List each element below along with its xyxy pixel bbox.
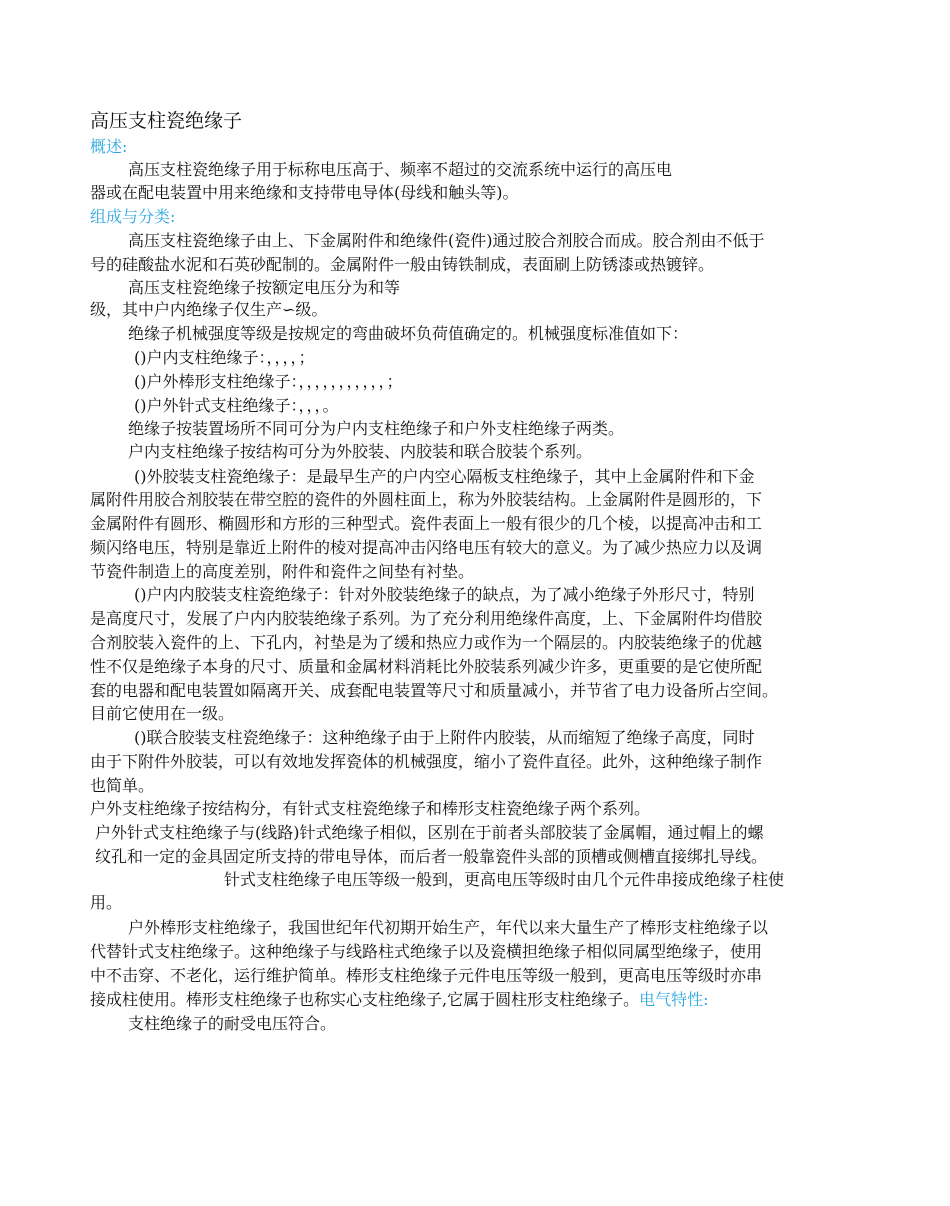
- paragraph-line: 号的硅酸盐水泥和石英砂配制的。金属附件一般由铸铁制成，表面刷上防锈漆或热镀锌。: [90, 255, 715, 274]
- paragraph-line: ()联合胶装支柱瓷绝缘子：这种绝缘子由于上附件内胶装，从而缩短了绝缘子高度，同时: [134, 728, 755, 747]
- paragraph-line: 户外针式支柱绝缘子与(线路)针式绝缘子相似，区别在于前者头部胶装了金属帽，通过帽上的螺: [95, 823, 764, 842]
- paragraph-line: 金属附件有圆形、椭圆形和方形的三种型式。瓷件表面上一般有很少的几个棱，以提高冲击和工: [90, 514, 763, 533]
- paragraph-line: 套的电器和配电装置如隔离开关、成套配电装置等尺寸和质量减小，并节省了电力设备所占空间。: [90, 681, 779, 700]
- paragraph-line: 也简单。: [90, 776, 155, 795]
- list-item: ()户外棒形支柱绝缘子：，，，，，，，，，，，；: [134, 372, 403, 391]
- paragraph-text: 接成柱使用。棒形支柱绝缘子也称实心支柱绝缘子,它属于圆柱形支柱绝缘子。: [90, 990, 640, 1009]
- heading-composition: 组成与分类:: [90, 207, 176, 226]
- paragraph-line: 纹孔和一定的金具固定所支持的带电导体，而后者一般靠瓷件头部的顶槽或侧槽直接绑扎导线。: [95, 847, 768, 866]
- paragraph-line: 绝缘子按装置场所不同可分为户内支柱绝缘子和户外支柱绝缘子两类。: [128, 419, 625, 438]
- paragraph-line: 由于下附件外胶装，可以有效地发挥瓷体的机械强度，缩小了瓷件直径。此外，这种绝缘子制作: [90, 752, 763, 771]
- list-item: ()户内支柱绝缘子：，，，，；: [134, 348, 315, 367]
- paragraph-line: 合剂胶装入瓷件的上、下孔内，衬垫是为了缓和热应力或作为一个隔层的。内胶装绝缘子的优越: [90, 633, 763, 652]
- paragraph-line: 高压支柱瓷绝缘子按额定电压分为和等: [128, 278, 401, 297]
- paragraph-line: ()户内内胶装支柱瓷绝缘子：针对外胶装绝缘子的缺点，为了减小绝缘子外形尺寸，特别: [134, 585, 755, 604]
- heading-overview: 概述:: [90, 137, 128, 156]
- heading-electrical: 电气特性:: [639, 990, 709, 1009]
- paragraph-line: 属附件用胶合剂胶装在带空腔的瓷件的外圆柱面上，称为外胶装结构。上金属附件是圆形的，下: [90, 490, 763, 509]
- page-title: 高压支柱瓷绝缘子: [90, 110, 243, 132]
- paragraph-line: 高压支柱瓷绝缘子由上、下金属附件和绝缘件(瓷件)通过胶合剂胶合而成。胶合剂由不低于: [128, 231, 765, 250]
- paragraph-line: 针式支柱绝缘子电压等级一般到，更高电压等级时由几个元件串接成绝缘子柱使: [224, 870, 785, 889]
- paragraph-line: 绝缘子机械强度等级是按规定的弯曲破坏负荷值确定的。机械强度标准值如下：: [128, 324, 689, 343]
- paragraph-line: 高压支柱瓷绝缘子用于标称电压高于、频率不超过的交流系统中运行的高压电: [128, 160, 673, 179]
- paragraph-line: 节瓷件制造上的高度差别，附件和瓷件之间垫有衬垫。: [90, 562, 475, 581]
- paragraph-line: 户外棒形支柱绝缘子，我国世纪年代初期开始生产，年代以来大量生产了棒形支柱绝缘子以: [128, 918, 769, 937]
- paragraph-line: [90, 989, 709, 1011]
- paragraph-line: 用。: [90, 893, 123, 912]
- paragraph-line: 中不击穿、不老化，运行维护简单。棒形支柱绝缘子元件电压等级一般到，更高电压等级时亦串: [90, 966, 763, 985]
- paragraph-line: 器或在配电装置中用来绝缘和支持带电导体(母线和触头等)。: [90, 183, 519, 202]
- list-item: ()户外针式支柱绝缘子：，，，。: [134, 396, 339, 415]
- paragraph-line: ()外胶装支柱瓷绝缘子：是最早生产的户内空心隔板支柱绝缘子，其中上金属附件和下金: [134, 467, 755, 486]
- paragraph-line: 代替针式支柱绝缘子。这种绝缘子与线路柱式绝缘子以及瓷横担绝缘子相似同属型绝缘子，使用: [90, 942, 763, 961]
- paragraph-line: 级，其中户内绝缘子仅生产∽级。: [90, 300, 328, 319]
- paragraph-line: 是高度尺寸，发展了户内内胶装绝缘子系列。为了充分利用绝缘件高度，上、下金属附件均借胶: [90, 609, 763, 628]
- paragraph-line: 频闪络电压，特别是靠近上附件的棱对提高冲击闪络电压有较大的意义。为了减少热应力以及调: [90, 538, 763, 557]
- paragraph-line: 户内支柱绝缘子按结构可分为外胶装、内胶装和联合胶装个系列。: [128, 442, 593, 461]
- paragraph-line: 性不仅是绝缘子本身的尺寸、质量和金属材料消耗比外胶装系列减少许多，更重要的是它使所配: [90, 657, 763, 676]
- paragraph-line: 户外支柱绝缘子按结构分，有针式支柱瓷绝缘子和棒形支柱瓷绝缘子两个系列。: [90, 799, 651, 818]
- paragraph-line: 目前它使用在一级。: [90, 704, 235, 723]
- paragraph-line: 支柱绝缘子的耐受电压符合。: [128, 1014, 337, 1033]
